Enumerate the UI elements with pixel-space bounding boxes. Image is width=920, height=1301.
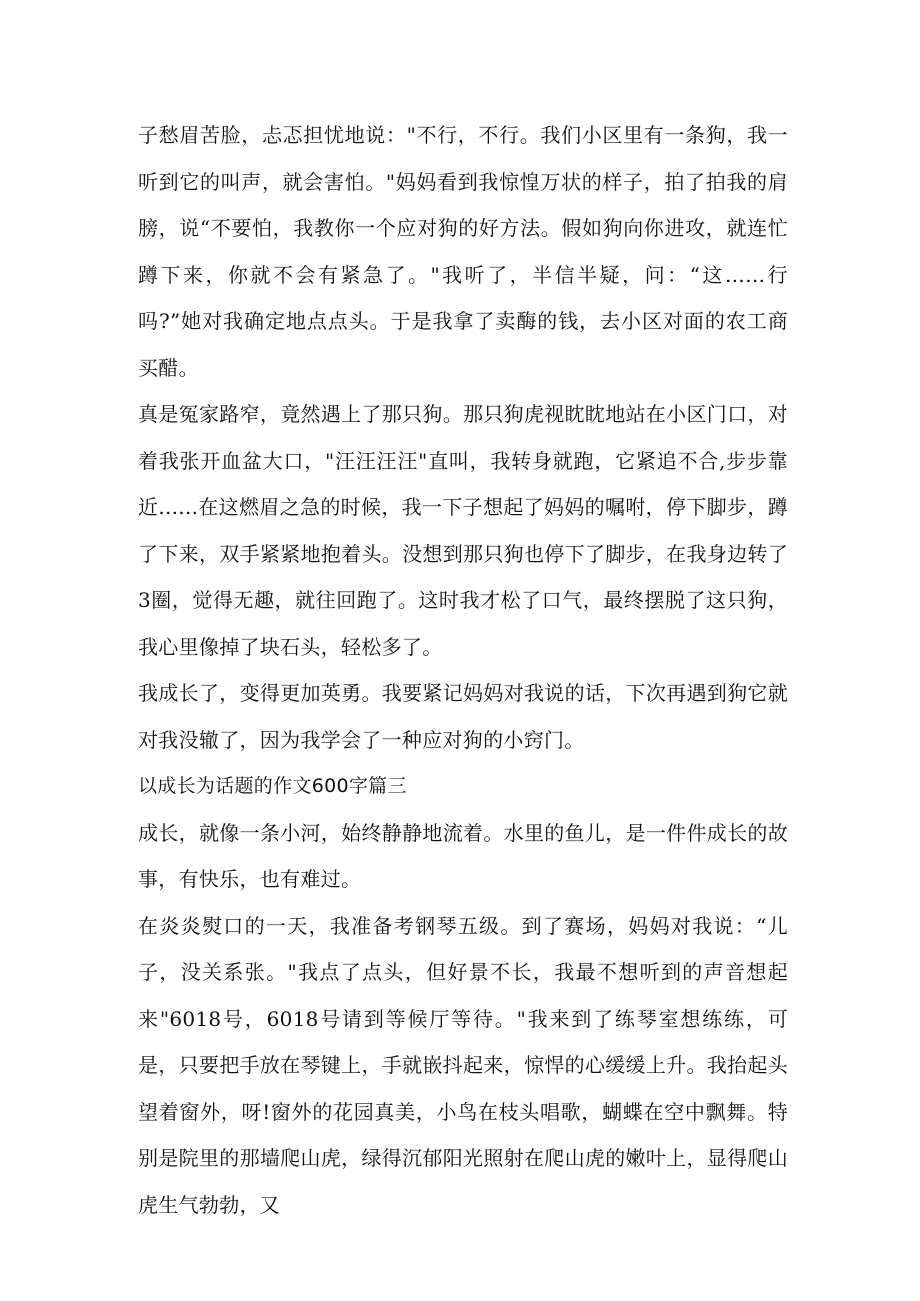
paragraph-3: 我成长了，变得更加英勇。我要紧记妈妈对我说的话，下次再遇到狗它就对我没辙了，因为我学会了一种应对狗的小窍门。 [138, 681, 788, 752]
section-title: 以成长为话题的作文600字篇三 [138, 775, 407, 797]
paragraph-1: 子愁眉苦脸，忐忑担忧地说："不行，不行。我们小区里有一条狗，我一听到它的叫声，就会害怕。"妈妈看到我惊惶万状的样子，拍了拍我的肩膀，说“不要怕，我教你一个应对狗的好方法。假如狗向你进攻，就连忙蹲下来，你就不会有紧急了。"我听了，半信半疑，问：“这……行吗?”她对我确定地点点头。于是我拿了卖酶的钱，去小区对面的农工商买醋。 [138, 123, 788, 380]
paragraph-4: 成长，就像一条小河，始终静静地流着。水里的鱼儿，是一件件成长的故事，有快乐，也有难过。 [138, 820, 788, 891]
paragraph-5: 在炎炎熨口的一天，我准备考钢琴五级。到了赛场，妈妈对我说：“儿子，没关系张。"我点了点头，但好景不长，我最不想听到的声音想起来"6018号，6018号请到等候厅等待。"我来到了练琴室想练练，可是，只要把手放在琴键上，手就嵌抖起来，惊悍的心缓缓上升。我抬起头望着窗外，呀!窗外的花园真美，小鸟在枝头唱歌，蝴蝶在空中飘舞。特别是院里的那墙爬山虎，绿得沉郁阳光照射在爬山虎的嫩叶上，显得爬山虎生气勃勃，又 [138, 913, 788, 1217]
paragraph-2: 真是冤家路窄，竟然遇上了那只狗。那只狗虎视眈眈地站在小区门口，对着我张开血盆大口，"汪汪汪汪"直叫，我转身就跑，它紧追不合,步步靠近......在这燃眉之急的时候，我一下子想起了妈妈的嘱咐，停下脚步，蹲了下来，双手紧紧地抱着头。没想到那只狗也停下了脚步，在我身边转了3圈，觉得无趣，就往回跑了。这时我才松了口气，最终摆脱了这只狗，我心里像掉了块石头，轻松多了。 [138, 402, 788, 659]
document-page [138, 112, 788, 1228]
